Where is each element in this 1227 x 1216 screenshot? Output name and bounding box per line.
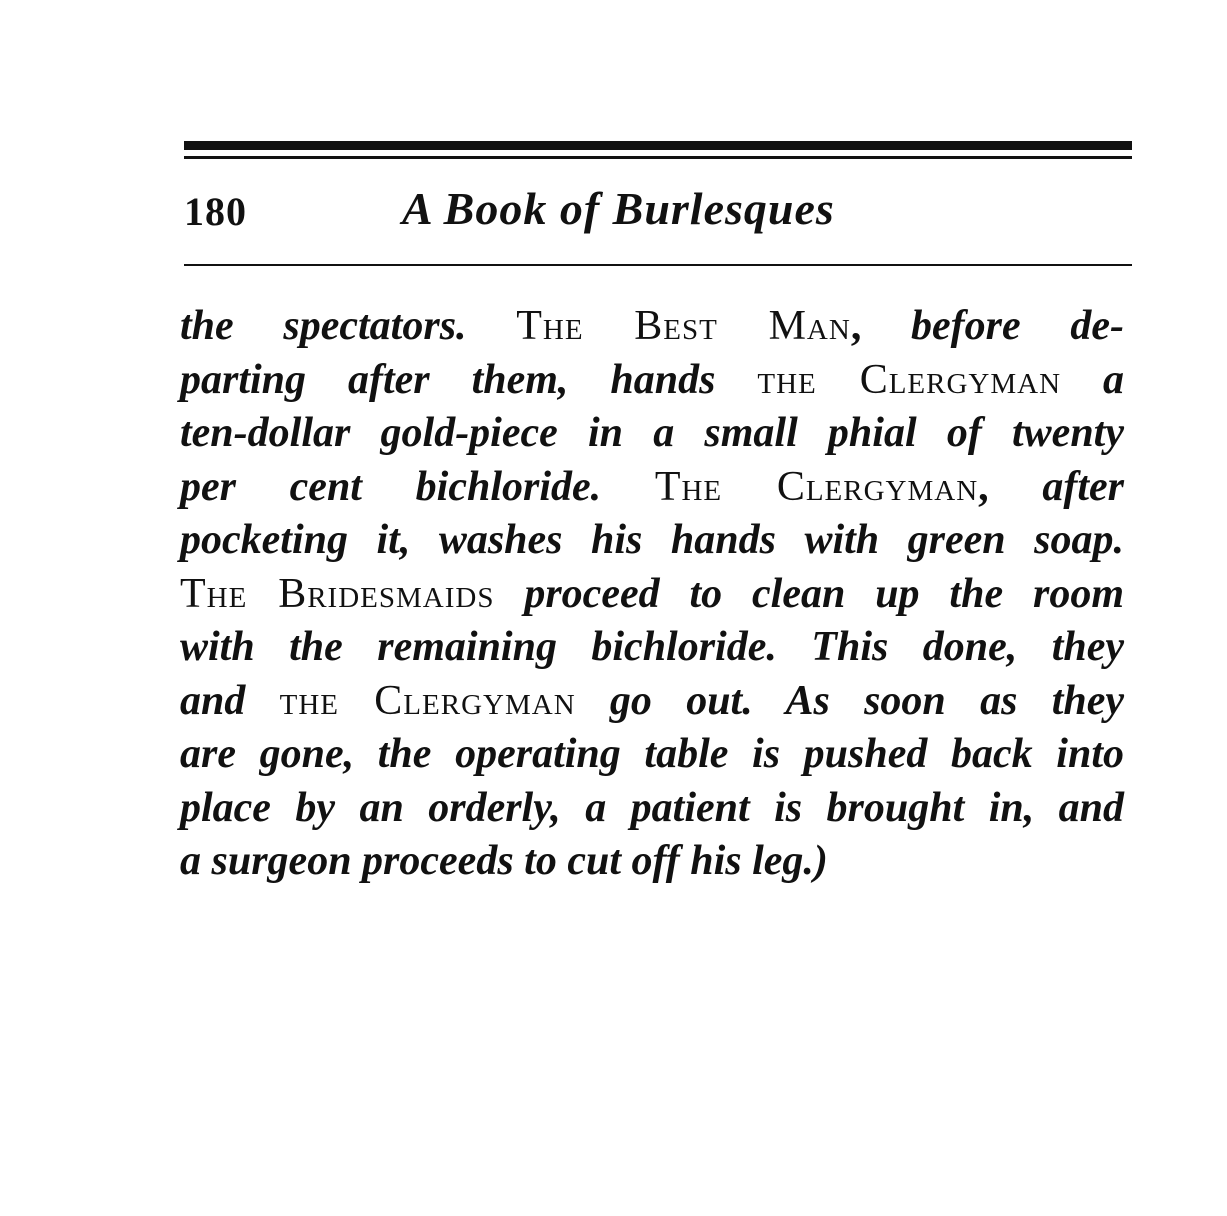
character-name: The Clergyman [654,463,979,510]
text-line [180,621,1124,675]
text-segment: per cent bichloride. [180,463,655,510]
header-rule-thin [184,156,1132,159]
text-segment: parting after them, hands [180,356,758,403]
text-line [180,407,1124,461]
character-name: the Clergyman [279,677,576,724]
text-line [180,300,1124,354]
text-segment: and [180,677,280,724]
text-segment: , [978,463,1043,510]
text-segment: go out. As soon as they [575,677,1125,724]
page-number: 180 [184,189,247,234]
text-line [180,782,1124,836]
text-line [180,568,1124,622]
character-name: The Bridesmaids [180,570,495,617]
text-segment: proceed to clean up the room [494,570,1124,617]
text-segment: a surgeon proceeds to cut off his leg.) [180,838,828,884]
character-name: the Clergyman [757,356,1062,403]
header-rule-thick [184,141,1132,150]
text-segment: the spectators. [180,303,517,349]
body-text [180,300,1124,889]
text-segment: place by an orderly, a patient is brought in, and [180,784,1124,831]
text-line [180,354,1124,408]
text-segment: a [1061,356,1124,403]
text-segment: before de- [911,303,1124,349]
text-line [180,728,1124,782]
running-head-underline [184,264,1132,266]
character-name: The Best Man [516,303,851,349]
text-segment: pocketing it, washes his hands with green soap. [180,517,1124,563]
text-line [180,835,1124,889]
text-line [180,461,1124,515]
text-segment: are gone, the operating table is pushed back into [180,731,1124,777]
book-title: A Book of Burlesques [402,183,835,234]
text-segment: after [1042,463,1125,510]
text-segment: , [850,303,912,349]
text-line [180,675,1124,729]
text-line [180,514,1124,568]
text-segment: ten-dollar gold-piece in a small phial of twenty [180,410,1124,456]
running-head [184,182,1132,242]
text-segment: with the remaining bichloride. This done, they [180,624,1124,670]
